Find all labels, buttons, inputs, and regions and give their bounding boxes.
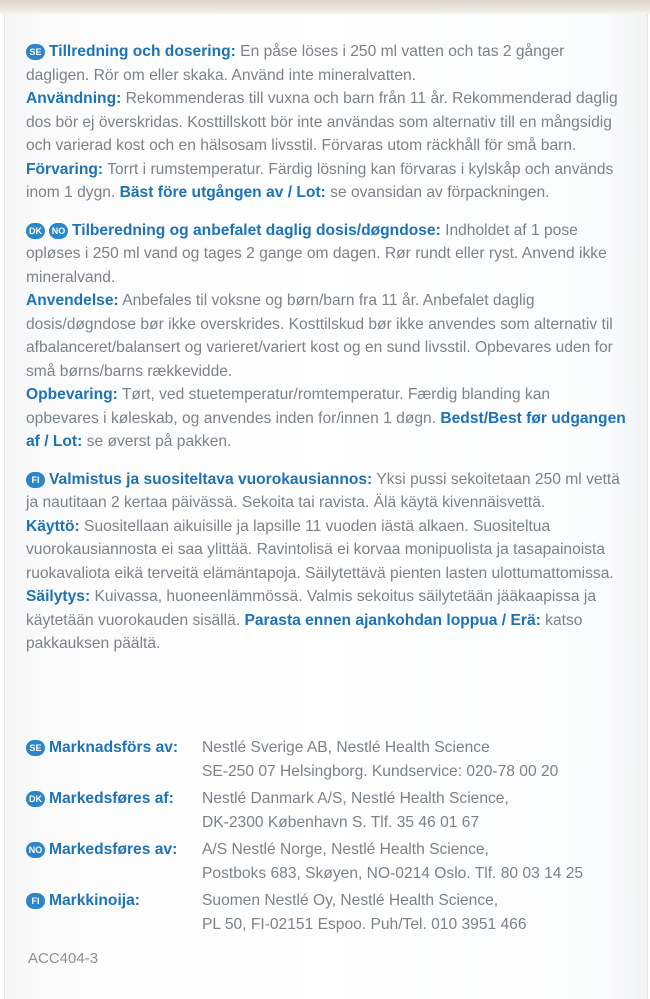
contact-row-no: NO Markedsføres av: A/S Nestlé Norge, Nestlé Health Science, Postboks 683, Skøyen, NO-0214 Oslo. Tlf. 80 03 14 25 (26, 838, 626, 885)
fi-usage: Käyttö: Suositellaan aikuisille ja lapsille 11 vuoden iästä alkaen. Suositeltua vuorokausiannosta ei saa ylittää. Ravintolisä ei korvaa monipuolista ja tasapainoista ruokavaliota eikä terveitä elämäntapoja. Säilytettävä pienten lasten ulottumattomissa. (26, 517, 614, 582)
se-flag-icon: SE (26, 740, 45, 756)
no-flag-icon: NO (26, 842, 45, 858)
product-code: ACC404-3 (28, 950, 99, 967)
marketer-contacts (26, 736, 626, 940)
no-flag-icon: NO (49, 223, 68, 239)
contact-row-dk: DK Markedsføres af: Nestlé Danmark A/S, Nestlé Health Science, DK-2300 København S. Tlf. 35 46 01 67 (26, 787, 626, 834)
se-usage: Användning: Rekommenderas till vuxna och barn från 11 år. Rekommenderad daglig dos bör ej överskridas. Kosttillskott bör inte användas som alternativ till en mångsidig och varierad kost och en hälsosam livsstil. Förvaras utom räckhåll för små barn. (26, 90, 618, 154)
dkno-preparation: DK NO Tilberedning og anbefalet daglig dosis/døgndose: Indholdet af 1 pose opløses i 250 ml vand og tages 2 gange om dagen. Rør rundt eller ryst. Anvend ikke mineralvand. (26, 221, 607, 286)
instructions-text (26, 40, 626, 656)
se-storage: Förvaring: Torrt i rumstemperatur. Färdig lösning kan förvaras i kylskåp och används inom 1 dygn. Bäst före utgången av / Lot: se ovansidan av förpackningen. (26, 160, 614, 201)
dkno-storage: Opbevaring: Tørt, ved stuetemperatur/romtemperatur. Færdig blanding kan opbevares i køleskab, og anvendes inden for/innen 1 døgn. Bedst/Best før udgangen af / Lot: se øverst på pakken. (26, 386, 626, 450)
fi-preparation: FI Valmistus ja suositeltava vuorokausiannos: Yksi pussi sekoitetaan 250 ml vettä ja nautitaan 2 kertaa päivässä. Sekoita tai ravista. Älä käytä kivennäisvettä. (26, 470, 620, 511)
dk-flag-icon: DK (26, 791, 45, 807)
fi-flag-icon: FI (26, 472, 45, 488)
dk-flag-icon: DK (26, 223, 45, 239)
dkno-usage: Anvendelse: Anbefales til voksne og børn/barn fra 11 år. Anbefalet daglig dosis/døgndose bør ikke overskrides. Kosttilskud bør ikke anvendes som alternativ til afbalanceret/balansert og varieret/variert kost og en sund livsstil. Opbevares uden for små børns/barns rækkevidde. (26, 292, 613, 380)
contact-row-fi: FI Markkinoija: Suomen Nestlé Oy, Nestlé Health Science, PL 50, FI-02151 Espoo. Puh/Tel. 010 3951 466 (26, 889, 626, 936)
fi-flag-icon: FI (26, 893, 45, 909)
fi-storage: Säilytys: Kuivassa, huoneenlämmössä. Valmis sekoitus säilytetään jääkaapissa ja käytetään vuorokauden sisällä. Parasta ennen ajankohdan loppua / Erä: katso pakkauksen päältä. (26, 588, 597, 652)
se-preparation: SE Tillredning och dosering: En påse löses i 250 ml vatten och tas 2 gånger dagligen. Rör om eller skaka. Använd inte mineralvatten. (26, 43, 565, 84)
se-flag-icon: SE (26, 44, 45, 60)
contact-row-se: SE Marknadsförs av: Nestlé Sverige AB, Nestlé Health Science SE-250 07 Helsingborg. Kundservice: 020-78 00 20 (26, 736, 626, 783)
